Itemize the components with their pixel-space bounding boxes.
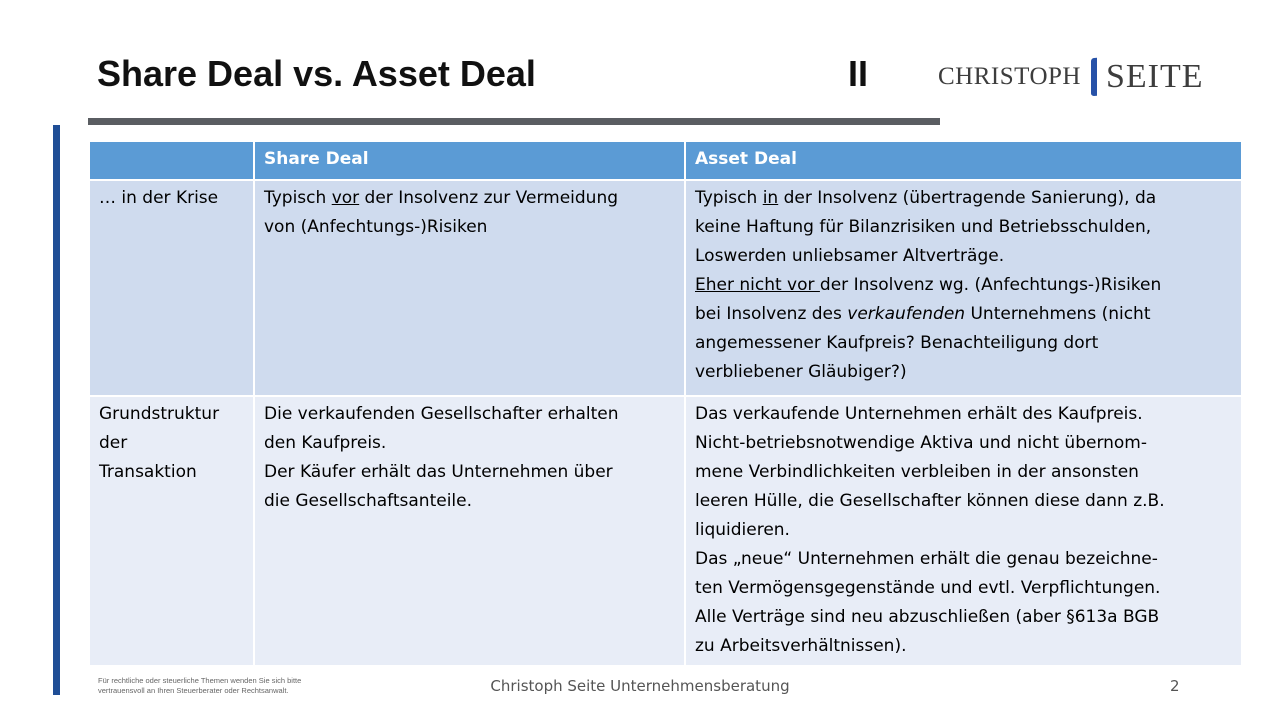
left-accent-bar <box>53 125 60 695</box>
disclaimer-line: vertrauensvoll an Ihren Steuerberater oder Rechtsanwalt. <box>98 686 289 695</box>
logo-bar-icon <box>1091 58 1097 96</box>
text-line: Das „neue“ Unternehmen erhält die genau bezeichne- <box>695 549 1158 569</box>
footer-company-name: Christoph Seite Unternehmensberatung <box>490 677 790 695</box>
row-label-text: der <box>99 433 128 453</box>
table-header-row <box>89 141 1242 180</box>
company-logo <box>928 50 1214 106</box>
underlined-text: vor <box>331 188 360 208</box>
logo-first-name: CHRISTOPH <box>938 63 1081 90</box>
cell-asset-crisis <box>685 180 1242 396</box>
text-line: bei Insolvenz des verkaufenden Unternehmens (nicht <box>695 304 1151 324</box>
comparison-table <box>88 140 1243 667</box>
header-cell-share-deal: Share Deal <box>254 141 685 180</box>
underlined-text: Eher nicht vor <box>695 275 820 295</box>
title-underline <box>88 118 940 125</box>
cell-asset-structure <box>685 396 1242 666</box>
text-line: verbliebener Gläubiger?) <box>695 362 907 382</box>
italic-text: verkaufenden <box>847 304 966 324</box>
table-row-crisis <box>89 180 1242 396</box>
row-label-text: Grundstruktur <box>99 404 220 424</box>
text-line: ten Vermögensgegenstände und evtl. Verpflichtungen. <box>695 578 1161 598</box>
row-label-structure <box>89 396 254 666</box>
text-line: Typisch vor der Insolvenz zur Vermeidung <box>264 188 619 208</box>
text-line: Nicht-betriebsnotwendige Aktiva und nicht übernom- <box>695 433 1148 453</box>
text-line: die Gesellschaftsanteile. <box>264 491 473 511</box>
text-line: Die verkaufenden Gesellschafter erhalten <box>264 404 619 424</box>
disclaimer-line: Für rechtliche oder steuerliche Themen wenden Sie sich bitte <box>98 676 302 685</box>
slide-title: Share Deal vs. Asset Deal <box>97 53 536 94</box>
slide-part-number: II <box>848 53 869 94</box>
page-number: 2 <box>1170 677 1180 695</box>
row-label-crisis <box>89 180 254 396</box>
text-line: angemessener Kaufpreis? Benachteiligung dort <box>695 333 1099 353</box>
text-line: leeren Hülle, die Gesellschafter können diese dann z.B. <box>695 491 1165 511</box>
row-label-text: Transaktion <box>99 462 197 482</box>
text-line: Das verkaufende Unternehmen erhält des Kaufpreis. <box>695 404 1143 424</box>
underlined-text: in <box>762 188 779 208</box>
header-cell-empty <box>89 141 254 180</box>
cell-share-crisis <box>254 180 685 396</box>
text-line: Loswerden unliebsamer Altverträge. <box>695 246 1005 266</box>
text-line: den Kaufpreis. <box>264 433 387 453</box>
logo-last-name: SEITE <box>1106 58 1204 95</box>
text-line: zu Arbeitsverhältnissen). <box>695 636 907 656</box>
row-label-text: … in der Krise <box>99 188 219 208</box>
text-line: keine Haftung für Bilanzrisiken und Betriebsschulden, <box>695 217 1152 237</box>
header-cell-asset-deal: Asset Deal <box>685 141 1242 180</box>
text-line: mene Verbindlichkeiten verbleiben in der ansonsten <box>695 462 1139 482</box>
text-line: Alle Verträge sind neu abzuschließen (aber §613a BGB <box>695 607 1160 627</box>
text-line: Typisch in der Insolvenz (übertragende Sanierung), da <box>695 188 1157 208</box>
text-line: liquidieren. <box>695 520 790 540</box>
cell-share-structure <box>254 396 685 666</box>
text-line: Der Käufer erhält das Unternehmen über <box>264 462 613 482</box>
text-line: von (Anfechtungs-)Risiken <box>264 217 488 237</box>
text-line: Eher nicht vor der Insolvenz wg. (Anfechtungs-)Risiken <box>695 275 1162 295</box>
table-row-structure <box>89 396 1242 666</box>
